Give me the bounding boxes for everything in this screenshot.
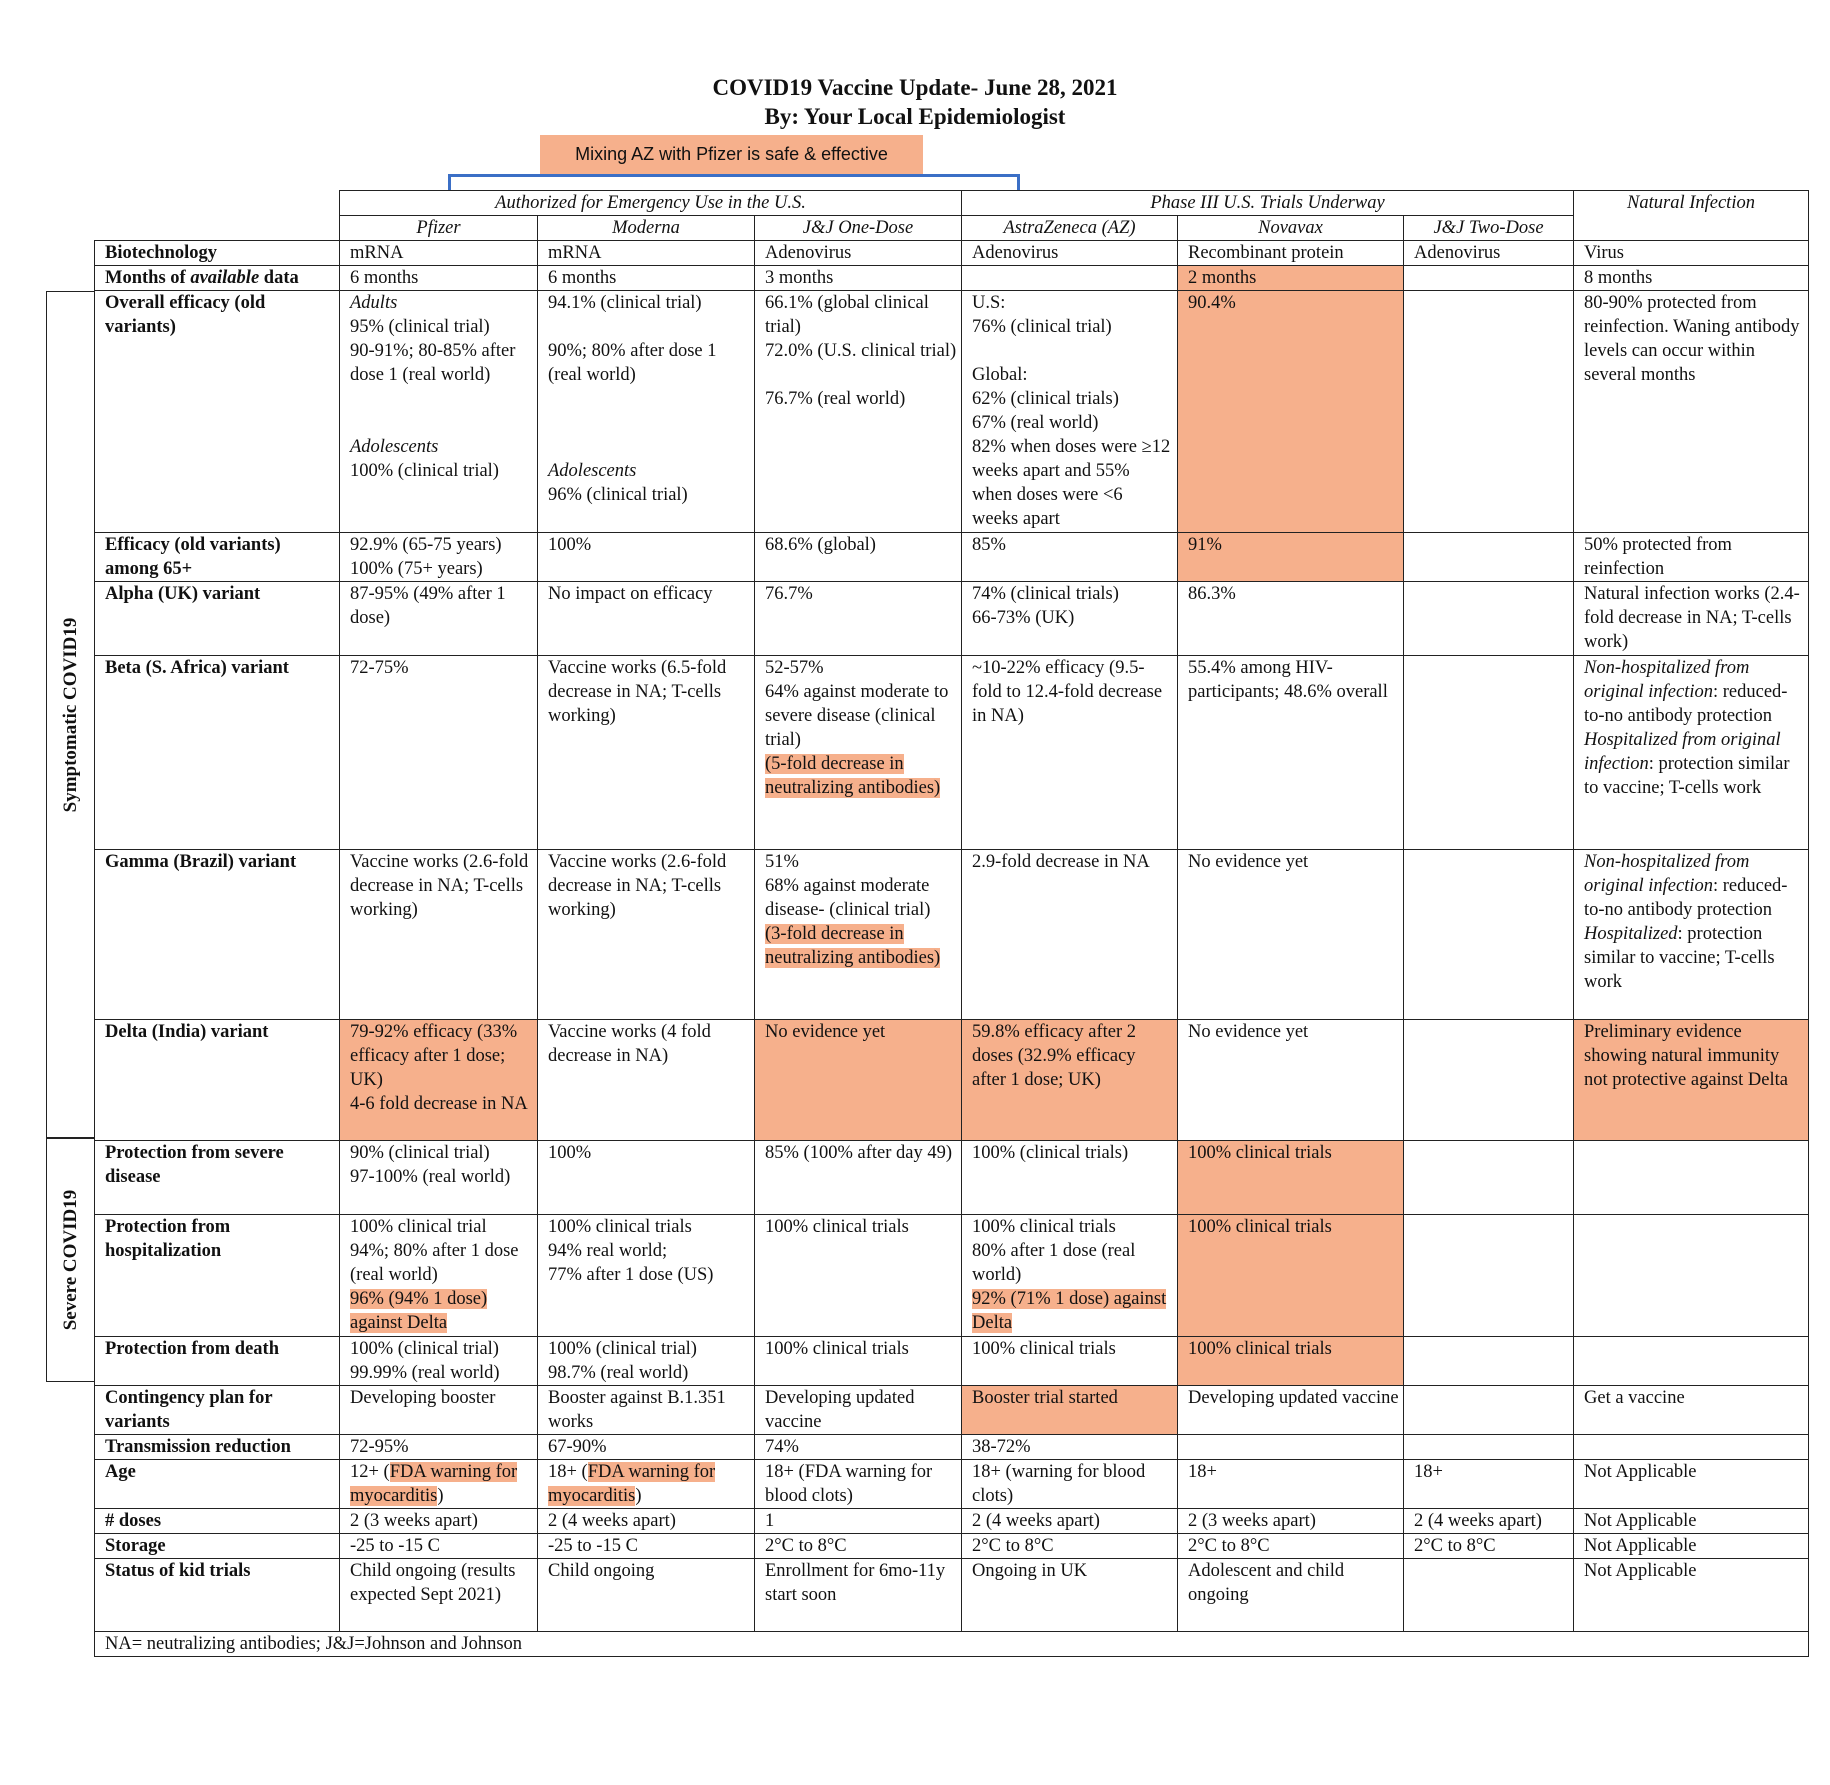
cell: 100% <box>538 1141 755 1215</box>
row-label: Months of available data <box>95 266 340 291</box>
cell: 2 (4 weeks apart) <box>962 1509 1178 1534</box>
cell <box>1574 1337 1809 1386</box>
cell: No evidence yet <box>1178 850 1404 1020</box>
cell-highlighted: 100% clinical trials <box>1178 1215 1404 1337</box>
cell-pfizer: 12+ (FDA warning for myocarditis) <box>340 1460 538 1509</box>
cell: Child ongoing (results expected Sept 2021) <box>340 1559 538 1632</box>
cell: 55.4% among HIV- participants; 48.6% overall <box>1178 656 1404 850</box>
cell <box>1404 1559 1574 1632</box>
cell: 74% <box>755 1435 962 1460</box>
cell: 100% (clinical trial) 98.7% (real world) <box>538 1337 755 1386</box>
cell <box>1404 1215 1574 1337</box>
cell-highlighted: Booster trial started <box>962 1386 1178 1435</box>
cell <box>1404 1141 1574 1215</box>
cell-moderna: 18+ (FDA warning for myocarditis) <box>538 1460 755 1509</box>
cell: Booster against B.1.351 works <box>538 1386 755 1435</box>
row-efficacy-65plus <box>95 533 1809 582</box>
cell <box>1404 1337 1574 1386</box>
cell: Developing booster <box>340 1386 538 1435</box>
cell <box>1404 656 1574 850</box>
callout-box: Mixing AZ with Pfizer is safe & effective <box>540 135 923 174</box>
cell: -25 to -15 C <box>538 1534 755 1559</box>
cell: 67-90% <box>538 1435 755 1460</box>
col-novavax: Novavax <box>1178 216 1404 241</box>
cell: 87-95% (49% after 1 dose) <box>340 582 538 656</box>
row-label: Delta (India) variant <box>95 1020 340 1141</box>
cell: 85% <box>962 533 1178 582</box>
cell <box>1404 266 1574 291</box>
cell <box>1404 850 1574 1020</box>
cell: 2°C to 8°C <box>755 1534 962 1559</box>
side-label-severe: Severe COVID19 <box>46 1138 94 1382</box>
col-jj-two-dose: J&J Two-Dose <box>1404 216 1574 241</box>
row-label: Gamma (Brazil) variant <box>95 850 340 1020</box>
row-label: Beta (S. Africa) variant <box>95 656 340 850</box>
cell-highlighted: 100% clinical trials <box>1178 1337 1404 1386</box>
byline: By: Your Local Epidemiologist <box>764 104 1066 129</box>
cell: 50% protected from reinfection <box>1574 533 1809 582</box>
row-months-data <box>95 266 1809 291</box>
cell: Adenovirus <box>962 241 1178 266</box>
cell: 100% clinical trials 94% real world; 77% after 1 dose (US) <box>538 1215 755 1337</box>
cell: 90% (clinical trial) 97-100% (real world) <box>340 1141 538 1215</box>
cell: 18+ <box>1404 1460 1574 1509</box>
row-beta <box>95 656 1809 850</box>
cell <box>1404 1020 1574 1141</box>
cell: 74% (clinical trials) 66-73% (UK) <box>962 582 1178 656</box>
cell: No evidence yet <box>1178 1020 1404 1141</box>
cell <box>1404 582 1574 656</box>
cell: Virus <box>1574 241 1809 266</box>
cell: Developing updated vaccine <box>1178 1386 1404 1435</box>
cell: Get a vaccine <box>1574 1386 1809 1435</box>
cell: mRNA <box>340 241 538 266</box>
cell-natural: Non-hospitalized from original infection: reduced-to-no antibody protection Hospitalized: protection similar to vaccine; T-cells work <box>1574 850 1809 1020</box>
cell-highlighted: 79-92% efficacy (33% efficacy after 1 dose; UK) 4-6 fold decrease in NA <box>340 1020 538 1141</box>
cell: 72-75% <box>340 656 538 850</box>
cell: 3 months <box>755 266 962 291</box>
cell <box>1178 1435 1404 1460</box>
cell: 2.9-fold decrease in NA <box>962 850 1178 1020</box>
cell: 100% (clinical trials) <box>962 1141 1178 1215</box>
row-label: Protection from hospitalization <box>95 1215 340 1337</box>
cell: 1 <box>755 1509 962 1534</box>
cell: Recombinant protein <box>1178 241 1404 266</box>
cell: 100% clinical trials <box>962 1337 1178 1386</box>
cell: 8 months <box>1574 266 1809 291</box>
cell <box>1574 1435 1809 1460</box>
cell: Ongoing in UK <box>962 1559 1178 1632</box>
row-label: Protection from severe disease <box>95 1141 340 1215</box>
row-label: # doses <box>95 1509 340 1534</box>
cell: 2 (4 weeks apart) <box>1404 1509 1574 1534</box>
cell: Vaccine works (2.6-fold decrease in NA; T-cells working) <box>538 850 755 1020</box>
row-storage <box>95 1534 1809 1559</box>
cell: Vaccine works (6.5-fold decrease in NA; T-cells working) <box>538 656 755 850</box>
cell: 100% clinical trials <box>755 1337 962 1386</box>
footnote: NA= neutralizing antibodies; J&J=Johnson and Johnson <box>95 1632 1809 1657</box>
cell: 76.7% <box>755 582 962 656</box>
row-label: Efficacy (old variants) among 65+ <box>95 533 340 582</box>
cell-highlighted: Preliminary evidence showing natural immunity not protective against Delta <box>1574 1020 1809 1141</box>
cell: Not Applicable <box>1574 1534 1809 1559</box>
cell: Not Applicable <box>1574 1559 1809 1632</box>
cell-natural: Non-hospitalized from original infection: reduced-to-no antibody protection Hospitalized from original infection: protection similar to vaccine; T-cells work <box>1574 656 1809 850</box>
cell: 2 (4 weeks apart) <box>538 1509 755 1534</box>
document-title <box>0 73 1830 131</box>
row-death <box>95 1337 1809 1386</box>
title-line: COVID19 Vaccine Update- June 28, 2021 <box>712 75 1118 100</box>
group-natural: Natural Infection <box>1574 191 1809 241</box>
cell <box>1404 533 1574 582</box>
row-label: Age <box>95 1460 340 1509</box>
row-contingency <box>95 1386 1809 1435</box>
cell: 2°C to 8°C <box>1178 1534 1404 1559</box>
cell: 18+ <box>1178 1460 1404 1509</box>
cell: 85% (100% after day 49) <box>755 1141 962 1215</box>
cell: 100% clinical trials <box>755 1215 962 1337</box>
group-authorized: Authorized for Emergency Use in the U.S. <box>340 191 962 216</box>
cell: 100% <box>538 533 755 582</box>
cell: 2°C to 8°C <box>962 1534 1178 1559</box>
cell: Not Applicable <box>1574 1460 1809 1509</box>
cell: 100% (clinical trial) 99.99% (real world) <box>340 1337 538 1386</box>
cell: Natural infection works (2.4-fold decrease in NA; T-cells work) <box>1574 582 1809 656</box>
row-transmission <box>95 1435 1809 1460</box>
cell-highlighted: 2 months <box>1178 266 1404 291</box>
row-delta <box>95 1020 1809 1141</box>
row-label: Status of kid trials <box>95 1559 340 1632</box>
cell: ~10-22% efficacy (9.5-fold to 12.4-fold decrease in NA) <box>962 656 1178 850</box>
cell-highlighted: 90.4% <box>1178 291 1404 533</box>
cell: 80-90% protected from reinfection. Waning antibody levels can occur within several months <box>1574 291 1809 533</box>
col-jj-one-dose: J&J One-Dose <box>755 216 962 241</box>
row-severe-disease <box>95 1141 1809 1215</box>
cell <box>1404 291 1574 533</box>
cell: 18+ (warning for blood clots) <box>962 1460 1178 1509</box>
cell-moderna: 94.1% (clinical trial) 90%; 80% after dose 1 (real world) Adolescents 96% (clinical trial) <box>538 291 755 533</box>
row-label: Transmission reduction <box>95 1435 340 1460</box>
cell-pfizer: 100% clinical trial 94%; 80% after 1 dose (real world) 96% (94% 1 dose) against Delta <box>340 1215 538 1337</box>
cell-highlighted: 91% <box>1178 533 1404 582</box>
corner-cell <box>95 191 340 216</box>
row-age <box>95 1460 1809 1509</box>
cell: Vaccine works (4 fold decrease in NA) <box>538 1020 755 1141</box>
col-moderna: Moderna <box>538 216 755 241</box>
cell-jj: 52-57% 64% against moderate to severe disease (clinical trial) (5-fold decrease in neutralizing antibodies) <box>755 656 962 850</box>
cell: Adenovirus <box>1404 241 1574 266</box>
cell <box>1574 1215 1809 1337</box>
row-alpha <box>95 582 1809 656</box>
row-footnote <box>95 1632 1809 1657</box>
row-label: Alpha (UK) variant <box>95 582 340 656</box>
cell: No impact on efficacy <box>538 582 755 656</box>
cell-jj: 51% 68% against moderate disease- (clinical trial) (3-fold decrease in neutralizing antibodies) <box>755 850 962 1020</box>
row-label: Biotechnology <box>95 241 340 266</box>
row-hospitalization <box>95 1215 1809 1337</box>
cell: Adolescent and child ongoing <box>1178 1559 1404 1632</box>
cell-highlighted: 59.8% efficacy after 2 doses (32.9% efficacy after 1 dose; UK) <box>962 1020 1178 1141</box>
vaccine-table <box>94 190 1809 1657</box>
group-phase3: Phase III U.S. Trials Underway <box>962 191 1574 216</box>
row-label: Protection from death <box>95 1337 340 1386</box>
cell <box>1404 1386 1574 1435</box>
cell-az: U.S: 76% (clinical trial) Global: 62% (clinical trials) 67% (real world) 82% when doses were ≥12 weeks apart and 55% when doses were <6 weeks apart <box>962 291 1178 533</box>
cell <box>962 266 1178 291</box>
col-pfizer: Pfizer <box>340 216 538 241</box>
cell: 86.3% <box>1178 582 1404 656</box>
cell: 6 months <box>538 266 755 291</box>
cell: Developing updated vaccine <box>755 1386 962 1435</box>
cell: 6 months <box>340 266 538 291</box>
cell: 38-72% <box>962 1435 1178 1460</box>
col-astrazeneca: AstraZeneca (AZ) <box>962 216 1178 241</box>
cell: Not Applicable <box>1574 1509 1809 1534</box>
cell: 18+ (FDA warning for blood clots) <box>755 1460 962 1509</box>
cell: 2 (3 weeks apart) <box>340 1509 538 1534</box>
cell: Enrollment for 6mo-11y start soon <box>755 1559 962 1632</box>
cell-pfizer: Adults 95% (clinical trial) 90-91%; 80-85% after dose 1 (real world) Adolescents 100% (clinical trial) <box>340 291 538 533</box>
cell: -25 to -15 C <box>340 1534 538 1559</box>
cell: 72-95% <box>340 1435 538 1460</box>
cell <box>1404 1435 1574 1460</box>
cell: Vaccine works (2.6-fold decrease in NA; T-cells working) <box>340 850 538 1020</box>
cell: 2°C to 8°C <box>1404 1534 1574 1559</box>
cell: Child ongoing <box>538 1559 755 1632</box>
row-label: Overall efficacy (old variants) <box>95 291 340 533</box>
row-label: Contingency plan for variants <box>95 1386 340 1435</box>
cell-jj: 66.1% (global clinical trial) 72.0% (U.S. clinical trial) 76.7% (real world) <box>755 291 962 533</box>
side-label-symptomatic: Symptomatic COVID19 <box>46 291 94 1138</box>
row-label: Storage <box>95 1534 340 1559</box>
row-biotechnology <box>95 241 1809 266</box>
cell: mRNA <box>538 241 755 266</box>
cell: 92.9% (65-75 years) 100% (75+ years) <box>340 533 538 582</box>
row-kid-trials <box>95 1559 1809 1632</box>
callout-bracket <box>448 174 1020 190</box>
row-doses <box>95 1509 1809 1534</box>
cell: Adenovirus <box>755 241 962 266</box>
cell-az: 100% clinical trials 80% after 1 dose (real world) 92% (71% 1 dose) against Delta <box>962 1215 1178 1337</box>
cell: 2 (3 weeks apart) <box>1178 1509 1404 1534</box>
cell: 68.6% (global) <box>755 533 962 582</box>
row-overall-efficacy <box>95 291 1809 533</box>
cell-highlighted: No evidence yet <box>755 1020 962 1141</box>
corner-cell <box>95 216 340 241</box>
row-gamma <box>95 850 1809 1020</box>
cell <box>1574 1141 1809 1215</box>
cell-highlighted: 100% clinical trials <box>1178 1141 1404 1215</box>
